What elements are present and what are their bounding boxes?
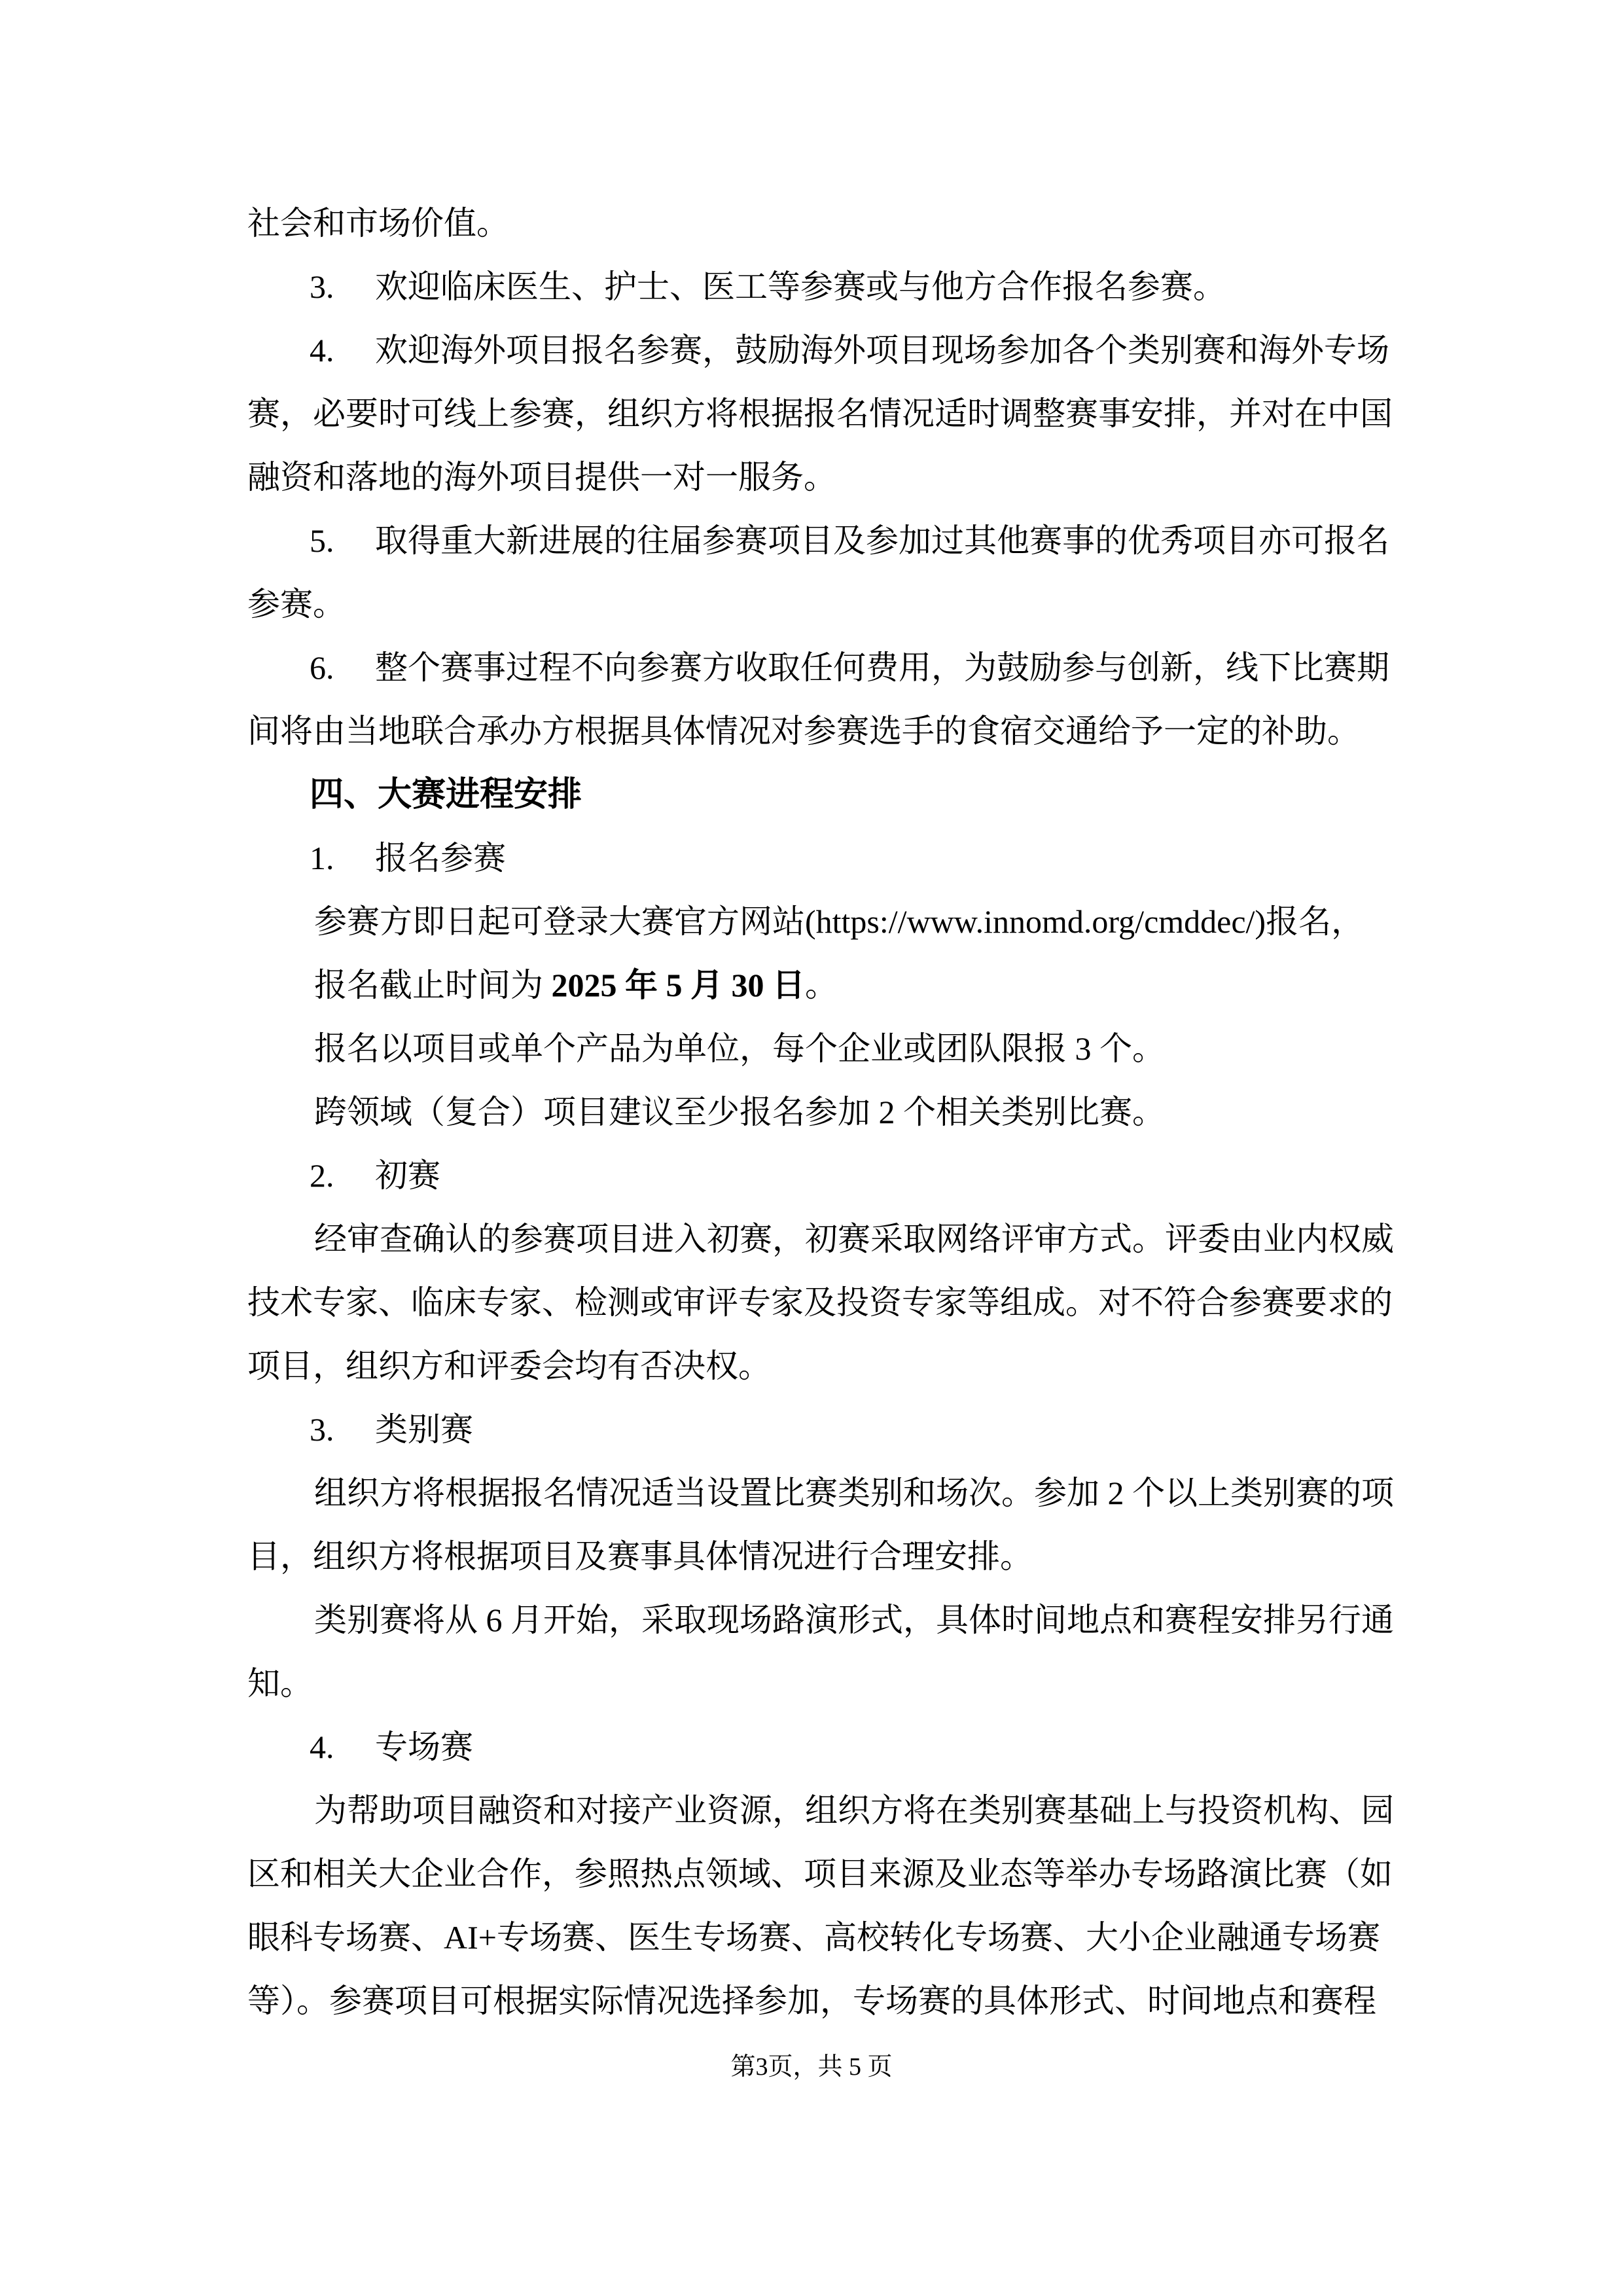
text-line <box>247 1525 1383 1588</box>
text-line <box>247 1335 1383 1398</box>
paragraph-line <box>247 890 1383 954</box>
line-text: 融资和落地的海外项目提供一对一服务。 <box>247 459 836 495</box>
line-text: 取得重大新进展的往届参赛项目及参加过其他赛事的优秀项目亦可报名 <box>375 522 1389 559</box>
section-heading <box>247 763 1383 827</box>
page-number-text: 第3页，共 5 页 <box>730 2053 893 2081</box>
line-text: 等）。参赛项目可根据实际情况选择参加，专场赛的具体形式、时间地点和赛程 <box>247 1982 1376 2019</box>
text-line <box>247 1842 1393 1906</box>
section-heading-text: 四、大赛进程安排 <box>310 776 582 814</box>
line-text: 目，组织方将根据项目及赛事具体情况进行合理安排。 <box>247 1538 1033 1575</box>
line-text: 间将由当地联合承办方根据具体情况对参赛选手的食宿交通给予一定的补助。 <box>247 713 1360 749</box>
paragraph-line <box>247 1462 1394 1525</box>
line-text: 项目，组织方和评委会均有否决权。 <box>247 1348 771 1384</box>
page-body <box>247 192 1394 2033</box>
line-text: 知。 <box>247 1665 313 1702</box>
list-item-line <box>247 636 1389 700</box>
page-footer <box>0 2043 1623 2090</box>
list-number: 2. <box>310 1157 334 1194</box>
list-number: 1. <box>310 840 334 876</box>
line-text: 专场赛 <box>375 1729 473 1765</box>
list-number: 3. <box>310 268 334 305</box>
line-text: 报名以项目或单个产品为单位，每个企业或团队限报 3 个。 <box>314 1030 1165 1067</box>
paragraph-line <box>247 1779 1394 1842</box>
line-text: 组织方将根据报名情况适当设置比赛类别和场次。参加 2 个以上类别赛的项 <box>314 1475 1394 1511</box>
text-line <box>247 1906 1383 1969</box>
list-number: 6. <box>310 649 334 686</box>
line-text: 赛，必要时可线上参赛，组织方将根据报名情况适时调整赛事安排，并对在中国 <box>247 395 1393 432</box>
line-text: 欢迎临床医生、护士、医工等参赛或与他方合作报名参赛。 <box>375 268 1226 305</box>
line-text: 经审查确认的参赛项目进入初赛，初赛采取网络评审方式。评委由业内权威 <box>314 1221 1394 1257</box>
line-text: 报名截止时间为 <box>314 967 552 1003</box>
text-line <box>247 1652 1383 1715</box>
list-item-line <box>247 1715 1383 1779</box>
text-line <box>247 382 1393 446</box>
text-line <box>247 192 1383 255</box>
line-text: 类别赛 <box>375 1411 473 1448</box>
list-item-line <box>247 1144 1383 1208</box>
line-text: 初赛 <box>375 1157 440 1194</box>
line-text: 参赛方即日起可登录大赛官方网站(https://www.innomd.org/cmddec/)报名， <box>314 903 1364 940</box>
list-item-line <box>247 319 1389 382</box>
line-text: 报名参赛 <box>375 840 506 876</box>
list-item-line <box>247 1398 1383 1462</box>
line-text: 社会和市场价值。 <box>247 205 509 242</box>
text-line <box>247 446 1383 509</box>
line-text: 欢迎海外项目报名参赛，鼓励海外项目现场参加各个类别赛和海外专场 <box>375 332 1389 368</box>
text-line <box>247 1969 1383 2033</box>
list-number: 3. <box>310 1411 334 1448</box>
list-number: 5. <box>310 522 334 559</box>
line-text: 为帮助项目融资和对接产业资源，组织方将在类别赛基础上与投资机构、园 <box>314 1792 1394 1829</box>
paragraph-line <box>247 1017 1383 1081</box>
line-text: 整个赛事过程不向参赛方收取任何费用，为鼓励参与创新，线下比赛期 <box>375 649 1389 686</box>
line-text: 跨领域（复合）项目建议至少报名参加 2 个相关类别比赛。 <box>314 1094 1165 1130</box>
text-line <box>247 1271 1393 1335</box>
text-line <box>247 573 1383 636</box>
paragraph-line <box>247 954 1383 1017</box>
line-text: 技术专家、临床专家、检测或审评专家及投资专家等组成。对不符合参赛要求的 <box>247 1284 1393 1321</box>
text-line <box>247 700 1383 763</box>
paragraph-line <box>247 1081 1383 1144</box>
paragraph-line <box>247 1208 1394 1271</box>
list-item-line <box>247 255 1383 319</box>
line-text: 区和相关大企业合作，参照热点领域、项目来源及业态等举办专场路演比赛（如 <box>247 1856 1393 1892</box>
line-text: 眼科专场赛、AI+专场赛、医生专场赛、高校转化专场赛、大小企业融通专场赛 <box>247 1919 1380 1956</box>
line-text: 类别赛将从 6 月开始，采取现场路演形式，具体时间地点和赛程安排另行通 <box>314 1602 1394 1638</box>
list-item-line <box>247 509 1389 573</box>
list-number: 4. <box>310 332 334 368</box>
line-text: 。 <box>805 967 838 1003</box>
list-item-line <box>247 827 1383 890</box>
paragraph-line <box>247 1588 1394 1652</box>
list-number: 4. <box>310 1729 334 1765</box>
line-text: 参赛。 <box>247 586 346 622</box>
deadline-date-bold: 2025 年 5 月 30 日 <box>551 967 805 1003</box>
